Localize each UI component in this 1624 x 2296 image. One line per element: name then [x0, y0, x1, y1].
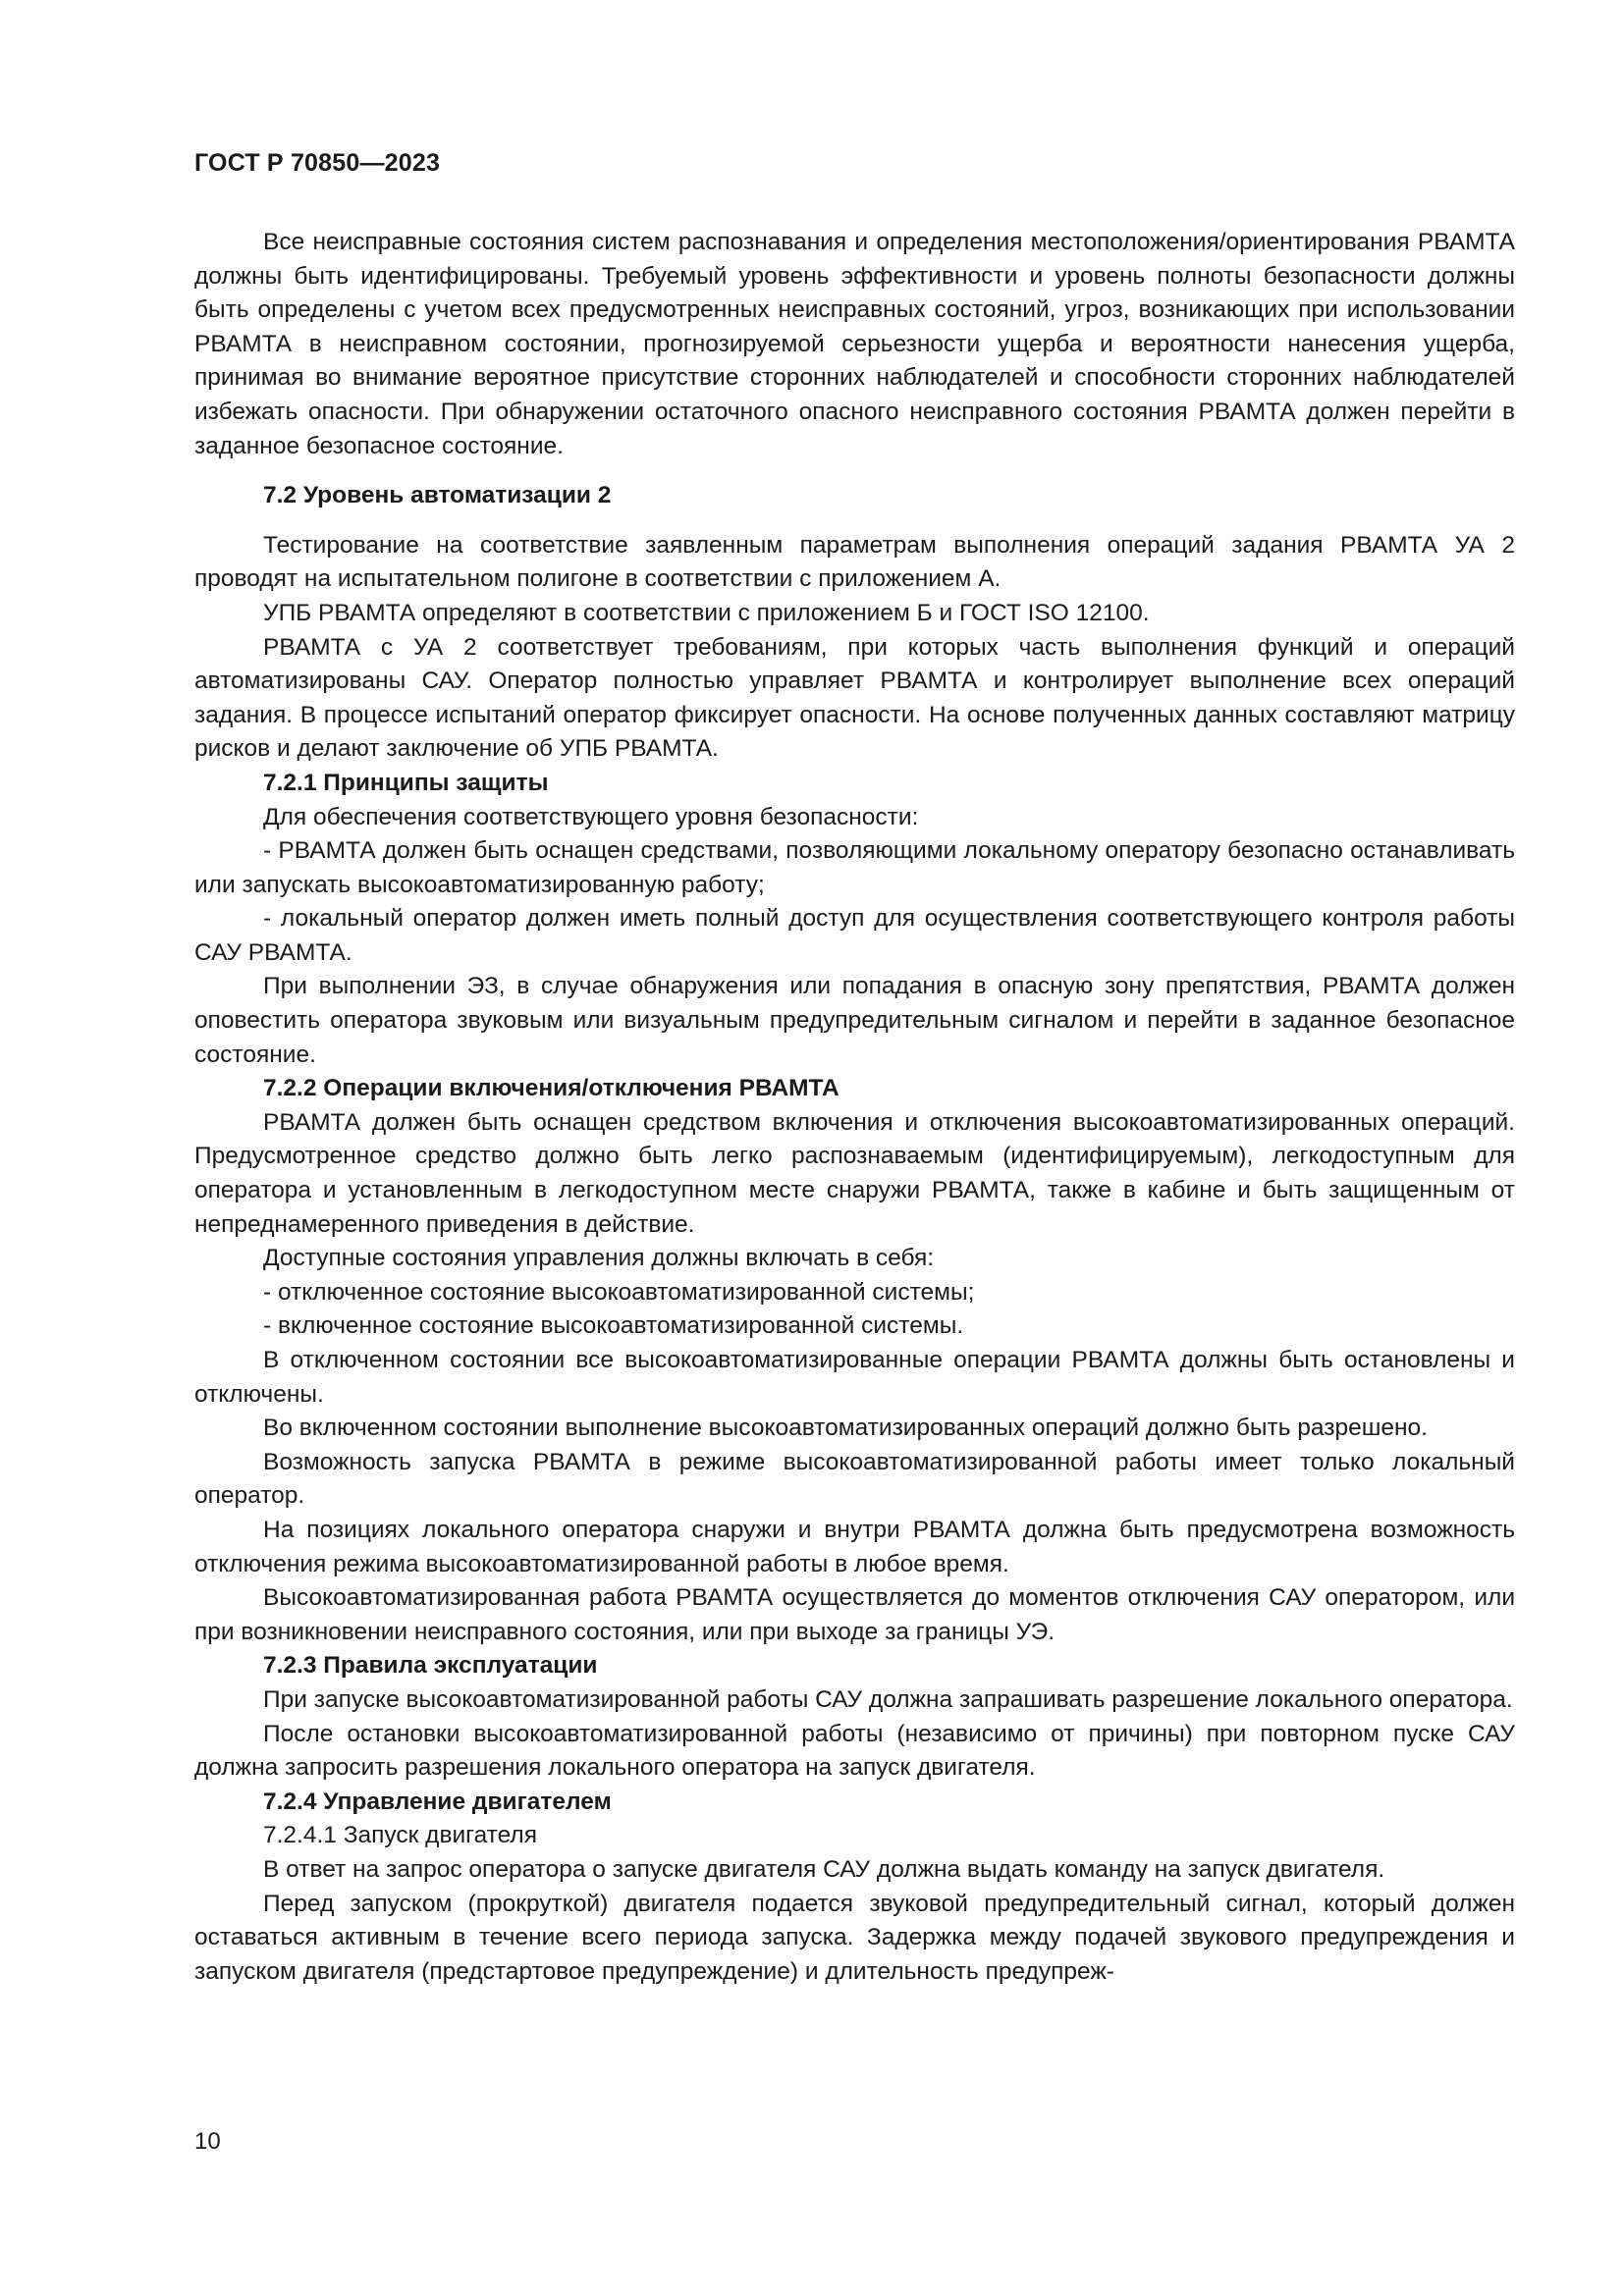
list-item: - включенное состояние высокоавтоматизированной системы.	[263, 1312, 964, 1340]
list-item: - локальный оператор должен иметь полный доступ для осуществления соответствующего контроля работы САУ РВАМТА.	[194, 905, 1515, 966]
document-code-header: ГОСТ Р 70850—2023	[194, 149, 441, 177]
paragraph: При выполнении ЭЗ, в случае обнаружения или попадания в опасную зону препятствия, РВАМТА должен оповестить оператора звуковым или визуальным предупредительным сигналом и перейти в заданное безопасное состояние.	[194, 973, 1515, 1068]
section-heading-7-2: 7.2 Уровень автоматизации 2	[263, 482, 612, 509]
paragraph: Доступные состояния управления должны включать в себя:	[263, 1245, 935, 1272]
paragraph: Высокоавтоматизированная работа РВАМТА осуществляется до моментов отключения САУ оператором, или при возникновении неисправного состояния, или при выходе за границы УЭ.	[194, 1584, 1515, 1645]
paragraph: На позициях локального оператора снаружи и внутри РВАМТА должна быть предусмотрена возможность отключения режима высокоавтоматизированной работы в любое время.	[194, 1516, 1515, 1577]
document-body	[194, 226, 1515, 1989]
subsection-heading-7-2-4-1: 7.2.4.1 Запуск двигателя	[263, 1822, 537, 1849]
paragraph: РВАМТА с УА 2 соответствует требованиям, при которых часть выполнения функций и операций автоматизированы САУ. Оператор полностью управляет РВАМТА и контролирует выполнение всех операций задания. В процессе испытаний оператор фиксирует опасности. На основе полученных данных составляют матрицу рисков и делают заключение об УПБ РВАМТА.	[194, 633, 1515, 763]
paragraph: УПБ РВАМТА определяют в соответствии с приложением Б и ГОСТ ISO 12100.	[263, 599, 1150, 626]
paragraph: РВАМТА должен быть оснащен средством включения и отключения высокоавтоматизированных операций. Предусмотренное средство должно быть легко распознаваемым (идентифицируемым), легкодоступным для оператора и установленным в легкодоступном месте снаружи РВАМТА, также в кабине и быть защищенным от непреднамеренного приведения в действие.	[194, 1108, 1515, 1238]
paragraph: Тестирование на соответствие заявленным параметрам выполнения операций задания РВАМТА УА 2 проводят на испытательном полигоне в соответствии с приложением А.	[194, 531, 1515, 593]
paragraph: Во включенном состоянии выполнение высокоавтоматизированных операций должно быть разрешено.	[263, 1415, 1428, 1442]
paragraph: При запуске высокоавтоматизированной работы САУ должна запрашивать разрешение локального оператора.	[263, 1685, 1513, 1713]
section-heading-7-2-3: 7.2.3 Правила эксплуатации	[263, 1652, 598, 1680]
page-number: 10	[194, 2128, 221, 2155]
section-heading-7-2-2: 7.2.2 Операции включения/отключения РВАМТА	[263, 1075, 839, 1102]
list-item: - отключенное состояние высокоавтоматизированной системы;	[263, 1278, 975, 1306]
paragraph: Возможность запуска РВАМТА в режиме высокоавтоматизированной работы имеет только локальный оператор.	[194, 1448, 1515, 1510]
paragraph: В ответ на запрос оператора о запуске двигателя САУ должна выдать команду на запуск двигателя.	[263, 1855, 1385, 1883]
paragraph: Все неисправные состояния систем распознавания и определения местоположения/ориентирования РВАМТА должны быть идентифицированы. Требуемый уровень эффективности и уровень полноты безопасности должны быть определены с учетом всех предусмотренных неисправных состояний, угроз, возникающих при использовании РВАМТА в неисправном состоянии, прогнозируемой серьезности ущерба и вероятности нанесения ущерба, принимая во внимание вероятное присутствие сторонних наблюдателей и способности сторонних наблюдателей избежать опасности. При обнаружении остаточного опасного неисправного состояния РВАМТА должен перейти в заданное безопасное состояние.	[194, 229, 1515, 459]
section-heading-7-2-1: 7.2.1 Принципы защиты	[263, 769, 549, 796]
paragraph: После остановки высокоавтоматизированной работы (независимо от причины) при повторном пуске САУ должна запросить разрешения локального оператора на запуск двигателя.	[194, 1720, 1515, 1782]
section-heading-7-2-4: 7.2.4 Управление двигателем	[263, 1788, 612, 1815]
paragraph: В отключенном состоянии все высокоавтоматизированные операции РВАМТА должны быть остановлены и отключены.	[194, 1347, 1515, 1408]
paragraph: Перед запуском (прокруткой) двигателя подается звуковой предупредительный сигнал, который должен оставаться активным в течение всего периода запуска. Задержка между подачей звукового предупреждения и запуском двигателя (предстартовое предупреждение) и длительность предупреж-	[194, 1890, 1515, 1985]
paragraph: Для обеспечения соответствующего уровня безопасности:	[263, 803, 919, 830]
list-item: - РВАМТА должен быть оснащен средствами, позволяющими локальному оператору безопасно останавливать или запускать высокоавтоматизированную работу;	[194, 837, 1515, 898]
